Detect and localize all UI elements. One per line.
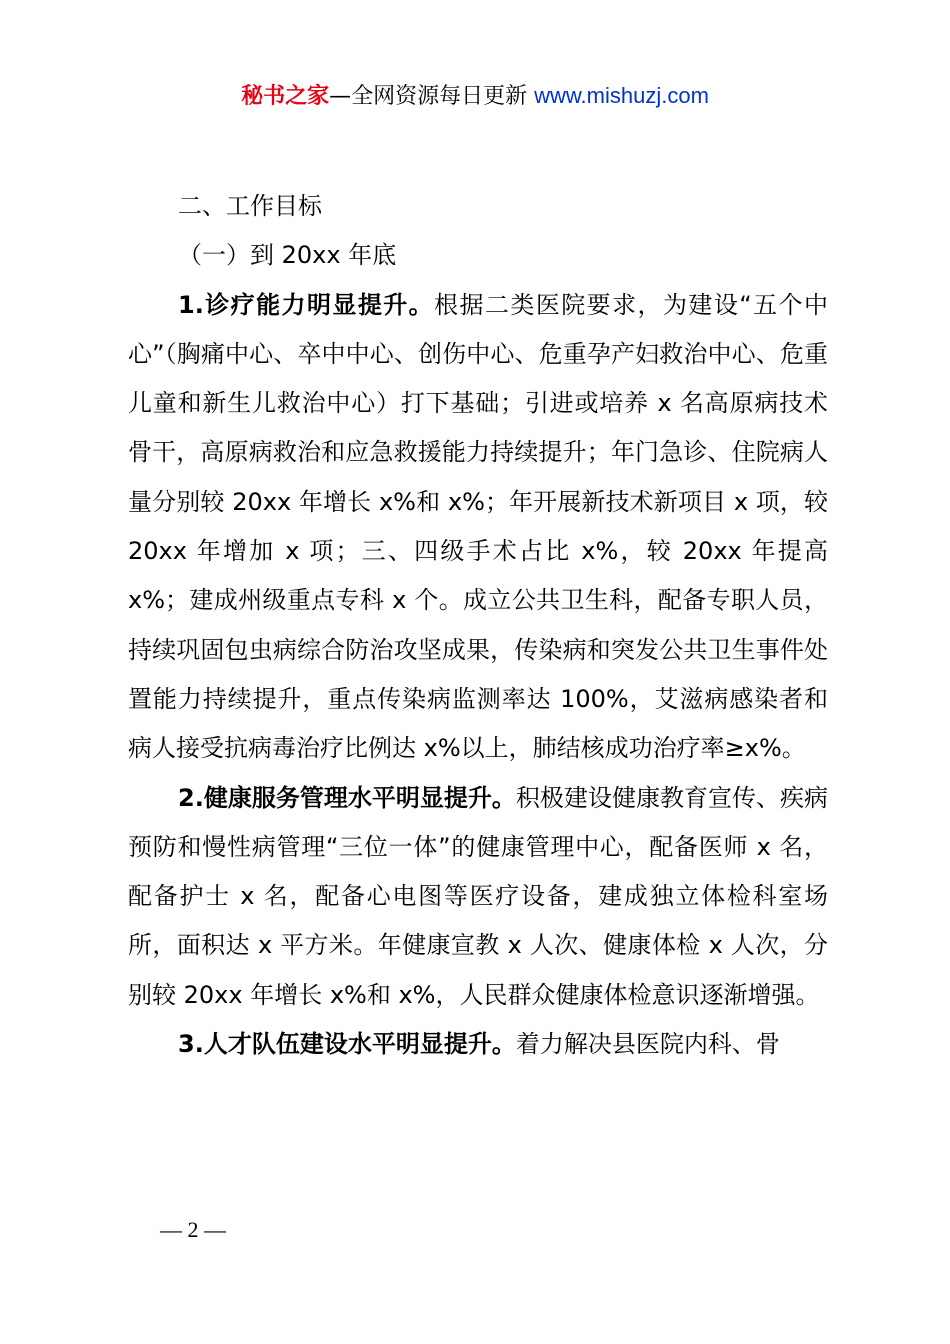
goal-lead: 3.人才队伍建设水平明显提升。 <box>178 1030 516 1059</box>
site-url-link[interactable]: www.mishuzj.com <box>534 83 709 108</box>
goal-paragraph <box>128 774 828 1020</box>
goal-text: 积极建设健康教育宣传、疾病预防和慢性病管理“三位一体”的健康管理中心，配备医师 x 名，配备护士 x 名，配备心电图等医疗设备，建成独立体检科室场所，面积达 x 平方米。年健康宣教 x 人次、健康体检 x 人次，分别较 20xx 年增长 x%和 x%，人民群众健康体检意识逐渐增强。 <box>128 783 829 1009</box>
site-brand: 秘书之家 <box>241 84 330 109</box>
goal-text: 根据二类医院要求，为建设“五个中心”（胸痛中心、卒中中心、创伤中心、危重孕产妇救治中心、危重儿童和新生儿救治中心）打下基础；引进或培养 x 名高原病技术骨干，高原病救治和应急救援能力持续提升；年门急诊、住院病人量分别较 20xx 年增长 x%和 x%；年开展新技术新项目 x 项，较 20xx 年增加 x 项；三、四级手术占比 x%，较 20xx 年提高 x%；建成州级重点专科 x 个。成立公共卫生科，配备专职人员，持续巩固包虫病综合防治攻坚成果，传染病和突发公共卫生事件处置能力持续提升，重点传染病监测率达 100%，艾滋病感染者和病人接受抗病毒治疗比例达 x%以上，肺结核成功治疗率≥x%。 <box>128 290 828 763</box>
goal-lead: 1.诊疗能力明显提升。 <box>178 290 435 319</box>
goal-paragraph <box>128 281 828 774</box>
page-number: — 2 — <box>160 1217 226 1242</box>
site-watermark-header <box>0 80 950 112</box>
goal-text: 着力解决县医院内科、骨 <box>515 1030 780 1059</box>
goal-lead: 2.健康服务管理水平明显提升。 <box>178 783 516 812</box>
goal-paragraph <box>128 1020 828 1069</box>
section-title: 二、工作目标 <box>178 192 322 220</box>
subsection-title: （一）到 20xx 年底 <box>178 241 397 270</box>
document-body <box>128 182 828 1069</box>
site-slogan: —全网资源每日更新 <box>329 84 535 109</box>
